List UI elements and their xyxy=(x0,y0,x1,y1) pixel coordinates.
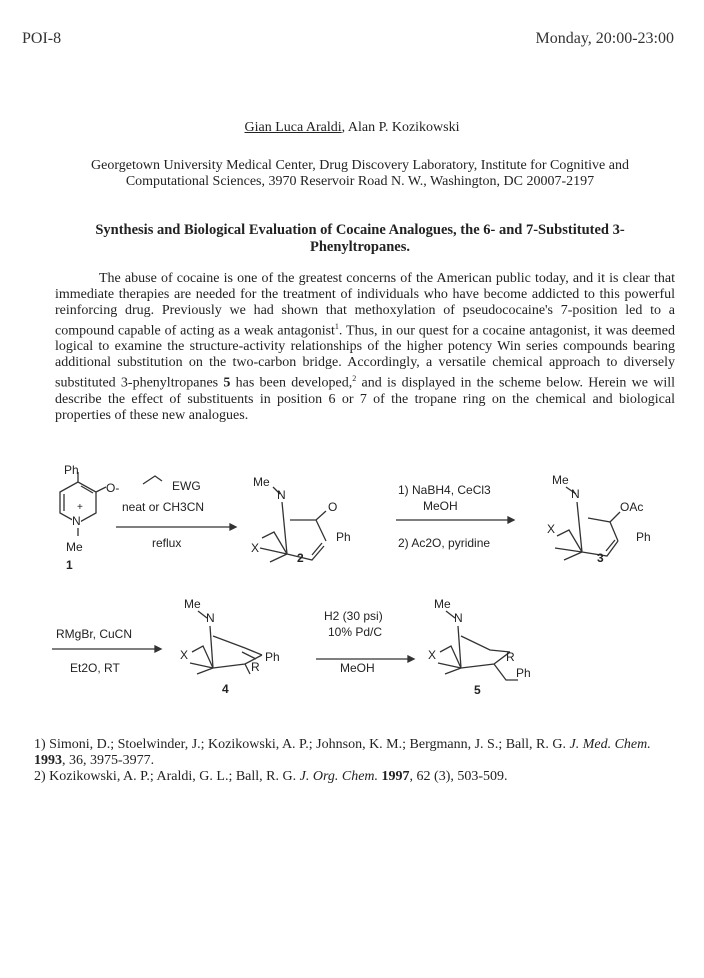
c1-oxide: O- xyxy=(106,481,120,495)
abstract-text: . Thus, in our quest for a cocaine antagonist, it was deemed logical to examine the structure-activity relationships of the higher potency Win series compounds bearing additional substitution on the two-carbon bridge. Accordingly, a versatile chemical approach to diversely substituted 3-phenyltropanes xyxy=(55,323,675,391)
compound-4-label: 4 xyxy=(222,682,229,696)
abstract-text: has been developed, xyxy=(230,375,353,391)
compound-5-structure xyxy=(438,611,518,680)
compound-ref: 5 xyxy=(223,375,231,391)
c4-x: X xyxy=(180,648,189,662)
compound-3-structure xyxy=(555,487,620,560)
step1-condition: reflux xyxy=(152,536,182,550)
session-time: Monday, 20:00-23:00 xyxy=(535,30,674,47)
step2-solvent: MeOH xyxy=(423,499,458,513)
c1-charge: + xyxy=(77,502,83,513)
c2-n: N xyxy=(277,488,286,502)
step3-reagent: RMgBr, CuCN xyxy=(56,627,133,641)
c1-ph: Ph xyxy=(64,463,79,477)
c2-ph: Ph xyxy=(336,530,351,544)
step4-reagent: H2 (30 psi) xyxy=(324,609,383,623)
c1-me: Me xyxy=(66,540,83,554)
ref-volume: , 36, 3975-3977. xyxy=(62,753,155,768)
c3-n: N xyxy=(571,487,580,501)
step4-catalyst: 10% Pd/C xyxy=(328,625,383,639)
ref-journal: J. Med. Chem. xyxy=(569,737,651,752)
c2-x: X xyxy=(251,541,260,555)
c4-ph: Ph xyxy=(265,650,280,664)
c4-me: Me xyxy=(184,597,201,611)
reference-2 xyxy=(34,769,674,785)
citation-2: 2 xyxy=(352,374,357,384)
step3-condition: Et2O, RT xyxy=(70,661,120,675)
affiliation: Georgetown University Medical Center, Drug Discovery Laboratory, Institute for Cognitive and Computational Sciences, 3970 Reservoir Road N. W., Washington, DC 20007-2197 xyxy=(91,158,629,189)
c4-r: R xyxy=(251,660,260,674)
c5-n: N xyxy=(454,611,463,625)
c3-oac: OAc xyxy=(620,500,644,514)
paper-title: Synthesis and Biological Evaluation of Cocaine Analogues, the 6- and 7-Substituted 3-Phenyltropanes. xyxy=(95,222,625,255)
c2-o: O xyxy=(328,500,338,514)
ref-volume: , 62 (3), 503-509. xyxy=(409,769,508,784)
ref-journal: J. Org. Chem. xyxy=(299,769,379,784)
c2-me: Me xyxy=(253,475,270,489)
c4-n: N xyxy=(206,611,215,625)
abstract-text: The abuse of cocaine is one of the greatest concerns of the American public today, and it is clear that immediate therapies are needed for the treatment of individuals who have become addicted to this powerful reinforcing drug. Previously we had shown that methoxylation of pseudococaine's 7-position led to a compound capable of acting as a weak antagonist xyxy=(55,271,675,339)
references xyxy=(34,737,674,785)
ref-authors: 2) Kozikowski, A. P.; Araldi, G. L.; Ball, R. G. xyxy=(34,769,300,784)
c3-ph: Ph xyxy=(636,530,651,544)
ref-year: 1993 xyxy=(34,753,62,768)
reference-1 xyxy=(34,737,674,769)
compound-2-structure xyxy=(260,487,326,562)
abstract-text: and is displayed in the scheme below. Herein we will describe the effect of substituents in position 6 or 7 of the tropane ring on the chemical and biological properties of these new analogues. xyxy=(55,375,675,423)
compound-1-label: 1 xyxy=(66,558,73,572)
step2-reagent-2: 2) Ac2O, pyridine xyxy=(398,536,491,550)
citation-1: 1 xyxy=(334,321,339,331)
presenting-author: Gian Luca Araldi xyxy=(244,120,342,135)
co-authors: , Alan P. Kozikowski xyxy=(341,120,460,135)
ref-year: 1997 xyxy=(378,769,410,784)
c5-x: X xyxy=(428,648,437,662)
compound-1-structure xyxy=(60,472,106,536)
step1-solvent: neat or CH3CN xyxy=(122,500,205,514)
compound-5-label: 5 xyxy=(474,683,481,697)
c1-n: N xyxy=(72,514,81,528)
compound-3-label: 3 xyxy=(597,551,604,565)
step4-solvent: MeOH xyxy=(340,661,375,675)
c5-ph: Ph xyxy=(516,666,531,680)
ref-authors: 1) Simoni, D.; Stoelwinder, J.; Kozikowski, A. P.; Johnson, K. M.; Bergmann, J. S.; Ball, R. G. xyxy=(34,737,570,752)
c5-r: R xyxy=(506,650,515,664)
c3-x: X xyxy=(547,522,556,536)
compound-2-label: 2 xyxy=(297,551,304,565)
step2-reagent: 1) NaBH4, CeCl3 xyxy=(398,483,491,497)
c5-me: Me xyxy=(434,597,451,611)
ewg-label: EWG xyxy=(172,479,201,493)
c3-me: Me xyxy=(552,473,569,487)
session-code: POI-8 xyxy=(22,30,62,47)
